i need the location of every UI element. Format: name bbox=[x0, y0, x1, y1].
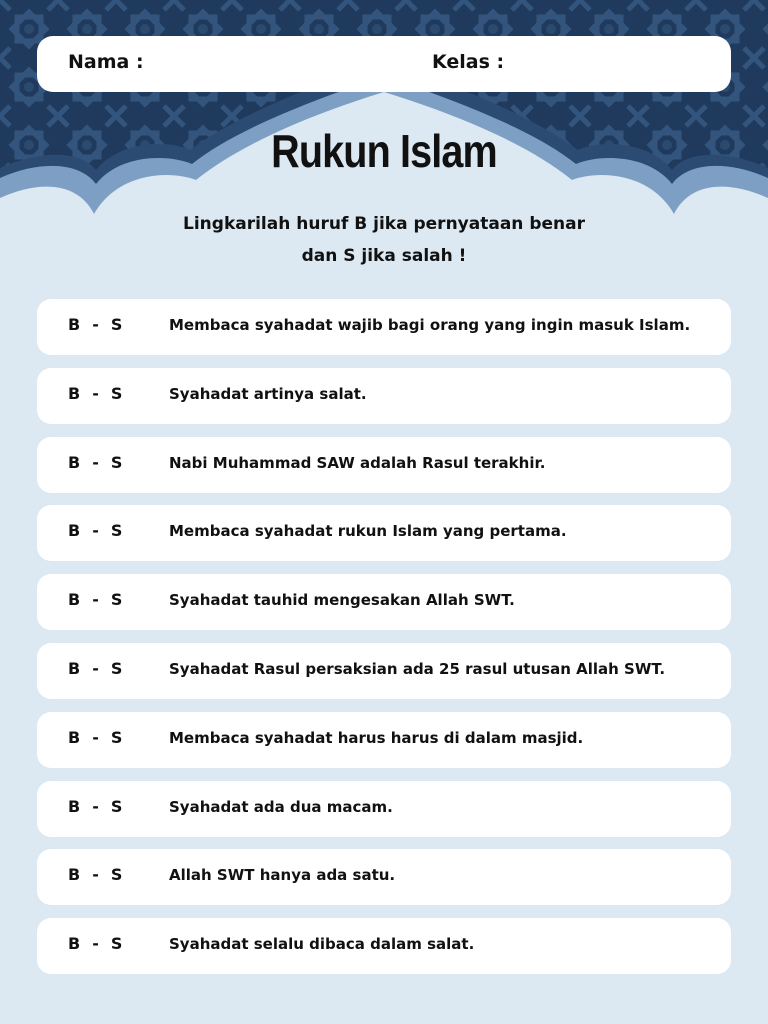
false-letter[interactable]: S bbox=[110, 727, 123, 747]
true-false-choice bbox=[68, 315, 122, 334]
true-letter[interactable]: B bbox=[68, 934, 81, 954]
true-letter[interactable]: B bbox=[68, 521, 81, 541]
choice-separator: - bbox=[92, 315, 99, 334]
statement-text: Syahadat artinya salat. bbox=[169, 384, 367, 403]
statement-text: Syahadat selalu dibaca dalam salat. bbox=[169, 935, 475, 954]
instruction-text bbox=[0, 208, 768, 272]
false-letter[interactable]: S bbox=[110, 452, 123, 472]
instruction-line-1: Lingkarilah huruf B jika pernyataan benar bbox=[183, 214, 585, 234]
choice-separator: - bbox=[92, 383, 99, 403]
statement-row bbox=[37, 437, 731, 493]
choice-separator: - bbox=[92, 727, 99, 747]
instruction-line-2: dan S jika salah ! bbox=[301, 246, 467, 266]
statement-list bbox=[37, 299, 731, 987]
true-false-choice bbox=[68, 934, 122, 953]
true-false-choice bbox=[68, 797, 122, 816]
name-label: Nama : bbox=[68, 51, 144, 73]
statement-row bbox=[37, 712, 731, 768]
false-letter[interactable]: S bbox=[110, 865, 123, 885]
false-letter[interactable]: S bbox=[110, 934, 123, 954]
choice-separator: - bbox=[92, 590, 99, 610]
statement-row bbox=[37, 299, 731, 355]
class-label: Kelas : bbox=[432, 51, 505, 73]
false-letter[interactable]: S bbox=[110, 383, 123, 403]
true-false-choice bbox=[68, 453, 122, 472]
true-letter[interactable]: B bbox=[68, 865, 81, 885]
choice-separator: - bbox=[92, 658, 99, 678]
statement-row bbox=[37, 781, 731, 837]
statement-text: Syahadat tauhid mengesakan Allah SWT. bbox=[169, 591, 515, 610]
statement-text: Syahadat Rasul persaksian ada 25 rasul utusan Allah SWT. bbox=[169, 659, 666, 678]
false-letter[interactable]: S bbox=[110, 315, 123, 334]
true-letter[interactable]: B bbox=[68, 796, 81, 816]
statement-row bbox=[37, 574, 731, 630]
statement-text: Membaca syahadat wajib bagi orang yang ingin masuk Islam. bbox=[169, 316, 691, 334]
true-false-choice bbox=[68, 590, 122, 609]
statement-row bbox=[37, 918, 731, 974]
true-letter[interactable]: B bbox=[68, 383, 81, 403]
statement-row bbox=[37, 368, 731, 424]
true-false-choice bbox=[68, 728, 122, 747]
false-letter[interactable]: S bbox=[110, 590, 123, 610]
statement-row bbox=[37, 643, 731, 699]
true-letter[interactable]: B bbox=[68, 658, 81, 678]
choice-separator: - bbox=[92, 796, 99, 816]
statement-text: Syahadat ada dua macam. bbox=[169, 797, 393, 816]
false-letter[interactable]: S bbox=[110, 521, 123, 541]
true-letter[interactable]: B bbox=[68, 590, 81, 610]
statement-text: Allah SWT hanya ada satu. bbox=[169, 866, 396, 885]
true-letter[interactable]: B bbox=[68, 727, 81, 747]
page-title: Rukun Islam bbox=[271, 125, 497, 177]
student-info-box bbox=[37, 36, 731, 92]
true-false-choice bbox=[68, 384, 122, 403]
true-letter[interactable]: B bbox=[68, 452, 81, 472]
choice-separator: - bbox=[92, 452, 99, 472]
statement-text: Membaca syahadat rukun Islam yang pertama. bbox=[169, 522, 567, 541]
false-letter[interactable]: S bbox=[110, 658, 123, 678]
choice-separator: - bbox=[92, 521, 99, 541]
true-false-choice bbox=[68, 659, 122, 678]
true-letter[interactable]: B bbox=[68, 315, 81, 334]
statement-row bbox=[37, 505, 731, 561]
true-false-choice bbox=[68, 521, 122, 540]
choice-separator: - bbox=[92, 865, 99, 885]
false-letter[interactable]: S bbox=[110, 796, 123, 816]
statement-text: Membaca syahadat harus harus di dalam masjid. bbox=[169, 728, 584, 747]
true-false-choice bbox=[68, 865, 122, 884]
statement-text: Nabi Muhammad SAW adalah Rasul terakhir. bbox=[169, 453, 546, 472]
choice-separator: - bbox=[92, 934, 99, 954]
statement-row bbox=[37, 849, 731, 905]
